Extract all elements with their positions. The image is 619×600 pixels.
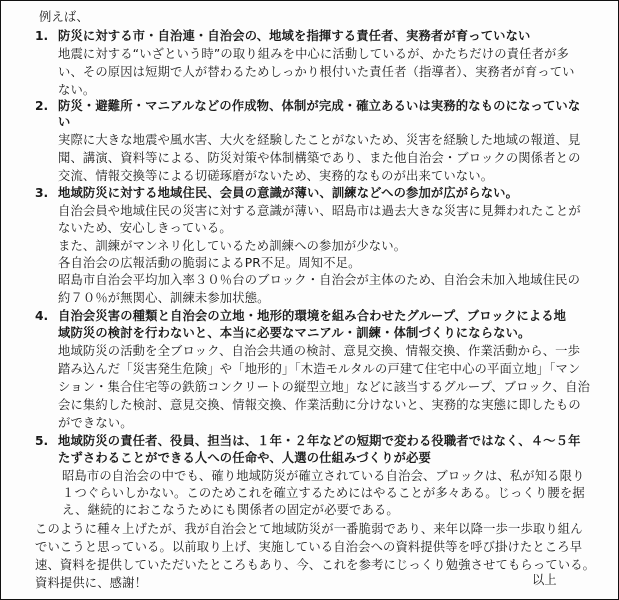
intro-text: 例えば、 <box>39 10 89 24</box>
item-heading: 域防災の検討を行わないと、本当に必要なマニアル・訓練・体制づくりにならない。 <box>58 326 531 340</box>
conclusion-line: 資料提供に、感謝！ <box>35 576 148 590</box>
item-body-line: 交流、情報交換等による切磋琢磨がないため、実務的なものが出来ていない。 <box>58 169 494 183</box>
item-number: 1. <box>35 29 49 43</box>
item-heading: たずさわることができる人への任命や、人選の仕組みづくりが必要 <box>58 451 431 465</box>
item-body-line: ができない。 <box>58 416 133 430</box>
item-body-line: 会に集約した検討、意見交換、情報交換、作業活動に分けないと、実務的な実態に即したもの <box>58 398 581 412</box>
item-body-line: 約７０％が無関心、訓練未参加状態。 <box>58 291 270 305</box>
item-heading: 防災・避難所・マニアルなどの作成物、体制が完成・確立あるいは実務的なものになっていな <box>58 99 581 113</box>
item-heading: 防災に対する市・自治連・自治会の、地域を指揮する責任者、実務者が育っていない <box>58 29 531 43</box>
item-heading: い <box>58 115 71 129</box>
item-body-line: え、継続的におこなうためにも関係者の固定が必要である。 <box>62 503 399 517</box>
item-body-line: また、訓練がマンネリ化しているため訓練への参加が少ない。 <box>58 239 407 253</box>
conclusion-line: このように種々上げたが、我が自治会とて地域防災が一番脆弱であり、来年以降一歩一歩取り組ん <box>35 522 583 536</box>
item-body-line: 聞、講演、資料等による、防災対策や体制構築であり、また他自治会・ブロックの関係者との <box>58 151 581 165</box>
closing-mark: 以上 <box>532 573 557 587</box>
item-body-line: ないため、安心しきっている。 <box>58 221 232 235</box>
item-body-line: ない。 <box>58 83 96 97</box>
item-body-line: 昭島市自治会平均加入率３０％台のブロック・自治会が主体のため、自治会未加入地域住民の <box>58 273 581 287</box>
item-heading: 地域防災に対する地域住民、会員の意識が薄い、訓練などへの参加が広がらない。 <box>58 186 519 200</box>
item-body-line: 踏み込んだ「災害発生危険」や「地形的」「木造モルタルの戸建て住宅中心の平面立地」「マン <box>58 362 581 376</box>
item-body-line: 地震に対する“いざという時”の取り組みを中心に活動しているが、かたちだけの責任者が多 <box>58 47 569 61</box>
item-body-line: 地域防災の活動を全ブロック、自治会共通の検討、意見交換、情報交換、作業活動から、一歩 <box>58 344 581 358</box>
item-body-line: 各自治会の広報活動の脆弱によるPR不足。周知不足。 <box>58 256 361 270</box>
item-number: 2. <box>35 99 49 113</box>
item-body-line: 自治会員や地域住民の災害に対する意識が薄い、昭島市は過去大きな災害に見舞われたことが <box>58 204 581 218</box>
item-number: 3. <box>35 186 49 200</box>
item-body-line: ション・集合住宅等の鉄筋コンクリートの縦型立地」などに該当するグループ、ブロック、自治 <box>58 380 591 394</box>
item-heading: 地域防災の責任者、役員、担当は、１年・２年などの短期で変わる役職者ではなく、４〜５年 <box>58 434 581 448</box>
item-number: 5. <box>35 434 49 448</box>
conclusion-line: でいこうと思っている。以前取り上げ、実施している自治会への資料提供等を呼び掛けたところ早 <box>35 540 583 554</box>
item-number: 4. <box>35 309 49 323</box>
conclusion-line: 速、資料を提供していただいたところもあり、今、これを参考にじっくり勉強させてもらっている。 <box>35 558 596 572</box>
item-body-line: １つぐらいしかない。このためこれを確立するためにはやることが多々ある。じっくり腰を据 <box>62 486 585 500</box>
item-body-line: 実際に大きな地震や風水害、大火を経験したことがないため、災害を経験した地域の報道、見 <box>58 133 581 147</box>
item-body-line: 昭島市の自治会の中でも、確り地域防災が確立されている自治会、ブロックは、私が知る限り <box>62 469 585 483</box>
item-body-line: い、その原因は短期で人が替わるためしっかり根付いた責任者（指導者）、実務者が育ってい <box>58 65 575 79</box>
item-heading: 自治会災害の種類と自治会の立地・地形的環境を組み合わせたグループ、ブロックによる地 <box>58 309 567 323</box>
